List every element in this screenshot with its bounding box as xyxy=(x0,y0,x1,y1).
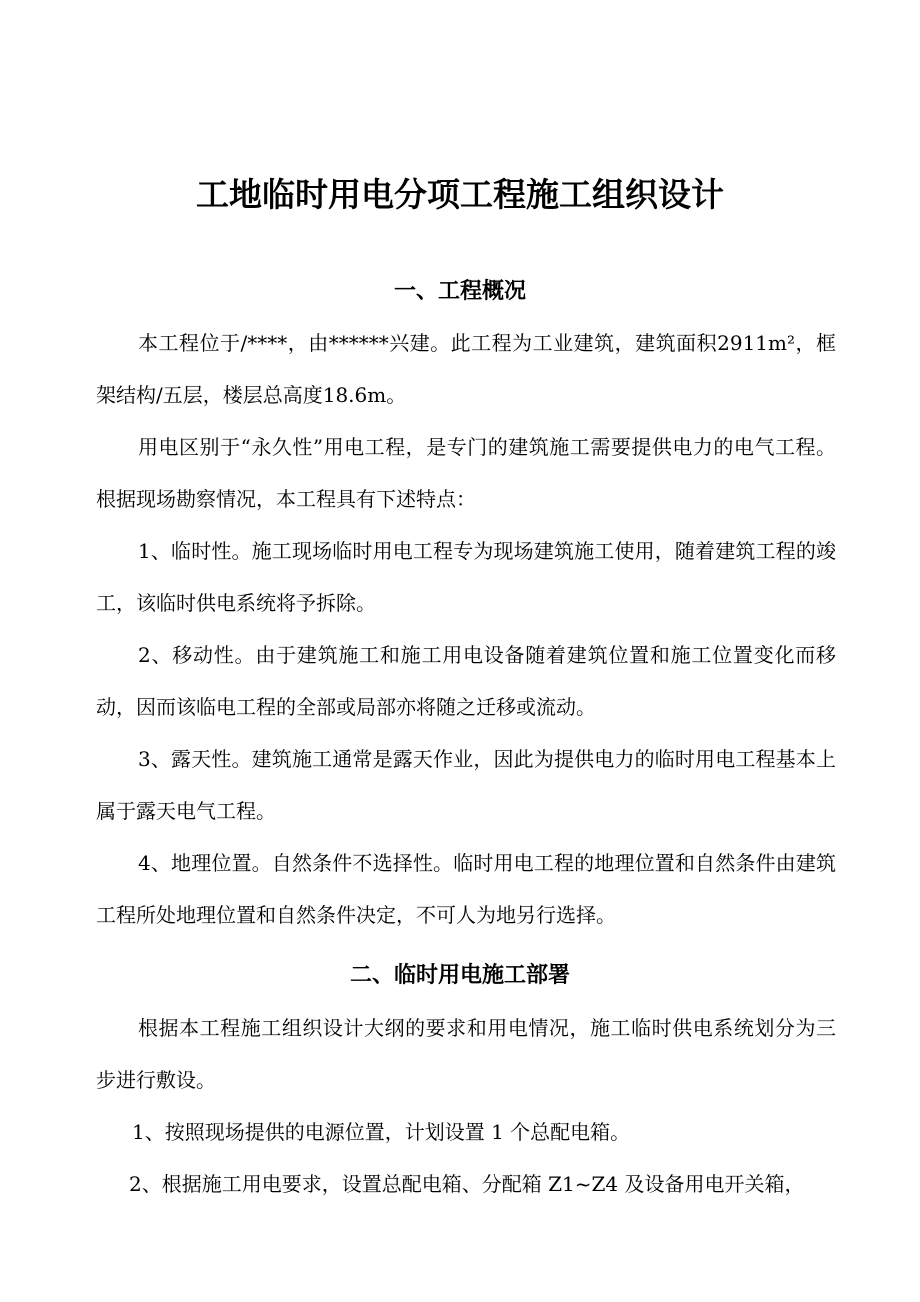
paragraph-electricity-definition: 用电区别于“永久性”用电工程，是专门的建筑施工需要提供电力的电气工程。根据现场勘察情况，本工程具有下述特点： xyxy=(96,435,836,511)
document-title: 工地临时用电分项工程施工组织设计 xyxy=(196,175,724,214)
paragraph-project-location: 本工程位于/****，由******兴建。此工程为工业建筑，建筑面积2911m²，框架结构/五层，楼层总高度18.6m。 xyxy=(96,331,836,407)
paragraph-deployment-step-2: 2、根据施工用电要求，设置总配电箱、分配箱 Z1~Z4 及设备用电开关箱， xyxy=(129,1172,805,1196)
paragraph-feature-outdoor: 3、露天性。建筑施工通常是露天作业，因此为提供电力的临时用电工程基本上属于露天电气工程。 xyxy=(96,747,836,823)
paragraph-feature-location: 4、地理位置。自然条件不选择性。临时用电工程的地理位置和自然条件由建筑工程所处地理位置和自然条件决定，不可人为地另行选择。 xyxy=(96,851,836,927)
paragraph-deployment-step-1: 1、按照现场提供的电源位置，计划设置 1 个总配电箱。 xyxy=(132,1120,631,1144)
paragraph-feature-mobile: 2、移动性。由于建筑施工和施工用电设备随着建筑位置和施工位置变化而移动，因而该临电工程的全部或局部亦将随之迁移或流动。 xyxy=(96,643,836,719)
section-heading-deployment: 二、临时用电施工部署 xyxy=(349,963,570,988)
section-heading-overview: 一、工程概况 xyxy=(393,279,526,304)
paragraph-feature-temporary: 1、临时性。施工现场临时用电工程专为现场建筑施工使用，随着建筑工程的竣工，该临时供电系统将予拆除。 xyxy=(96,539,836,615)
paragraph-deployment-intro: 根据本工程施工组织设计大纲的要求和用电情况，施工临时供电系统划分为三步进行敷设。 xyxy=(96,1016,836,1092)
